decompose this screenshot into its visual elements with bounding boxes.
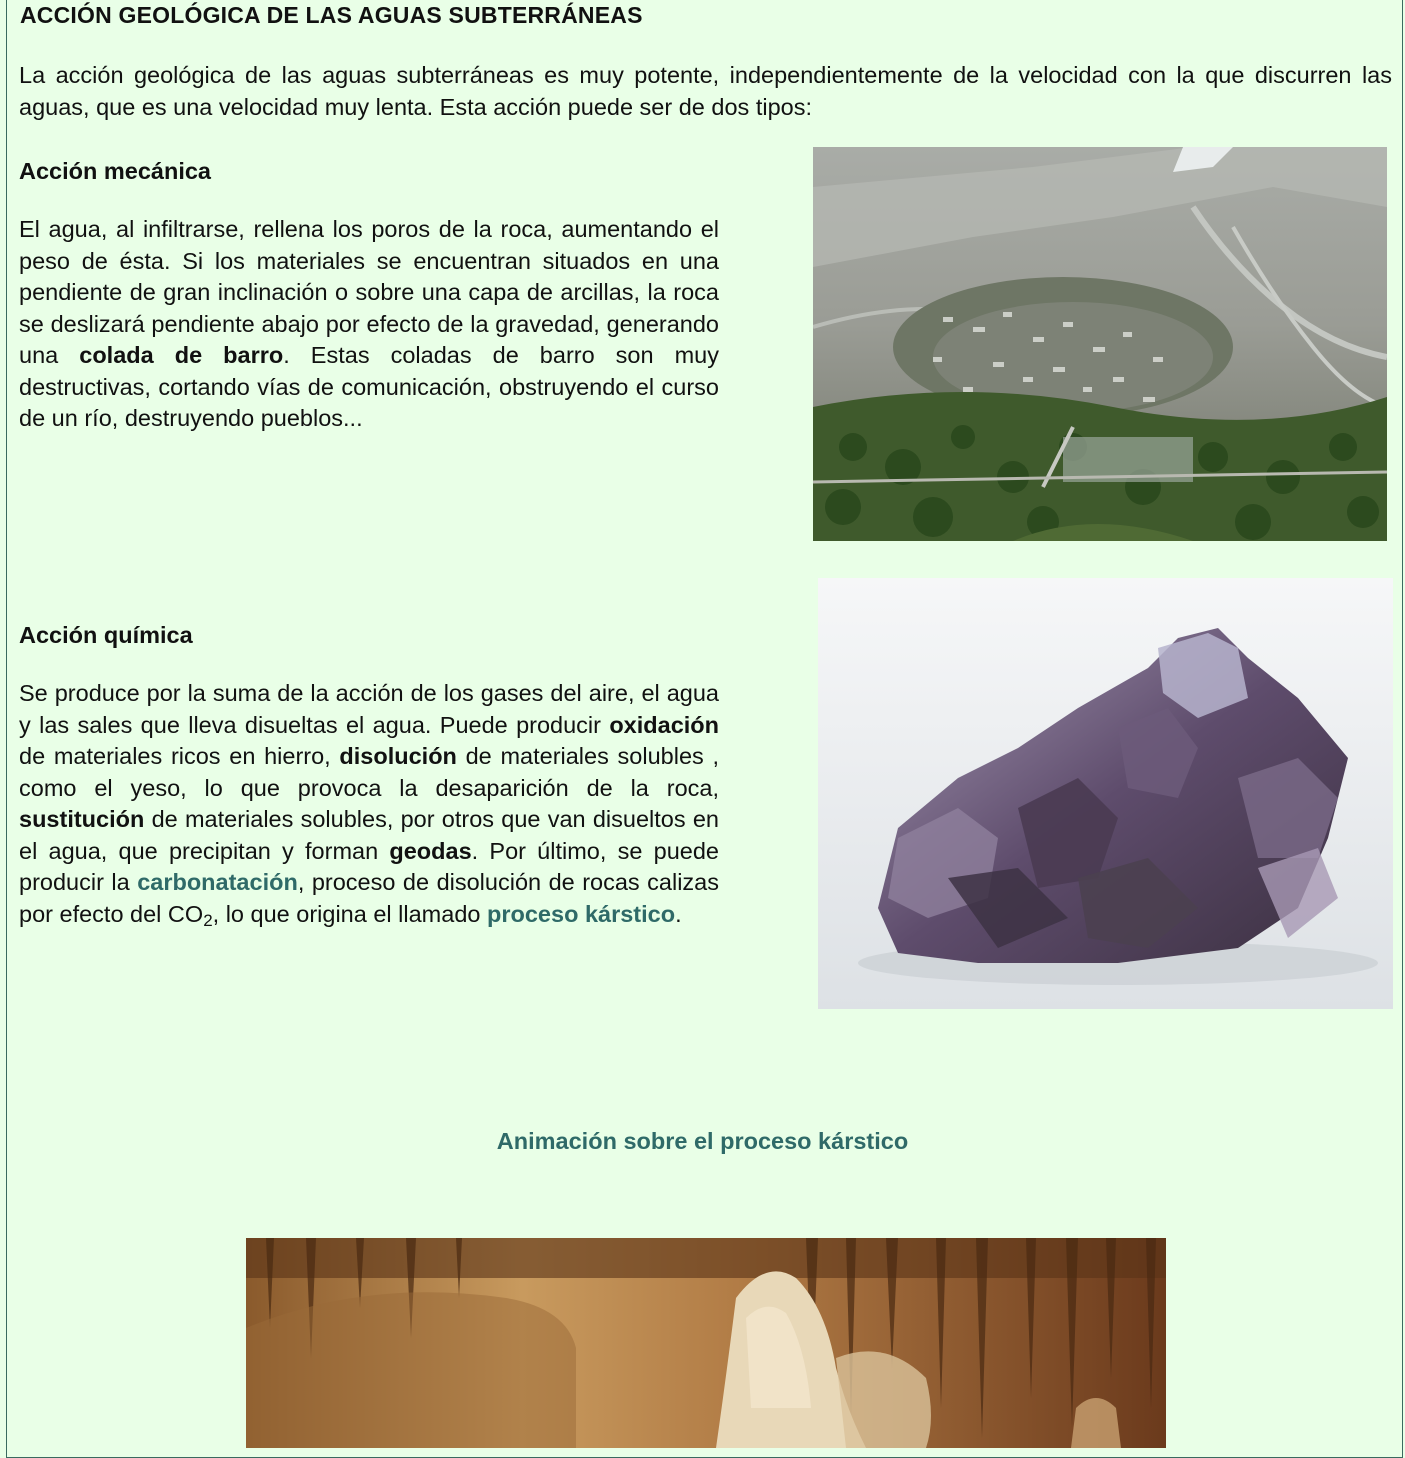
mechanical-paragraph bbox=[19, 214, 719, 435]
carbonation-link[interactable]: carbonatación bbox=[137, 869, 298, 895]
chemical-text-3: de materiales solubles , como el yeso, lo que provoca la desaparición de la roca, bbox=[19, 743, 719, 801]
chemical-text-8: . bbox=[675, 900, 682, 927]
chemical-heading: Acción química bbox=[19, 622, 193, 648]
dissolution-term: disolución bbox=[339, 743, 457, 769]
karst-process-link[interactable]: proceso kárstico bbox=[487, 900, 676, 927]
intro-paragraph: La acción geológica de las aguas subterráneas es muy potente, independientemente de la velocidad con la que discurren las aguas, que es una velocidad muy lenta. Esta acción puede ser de dos tipos: bbox=[19, 62, 1392, 120]
chemical-text-7: , lo que origina el llamado bbox=[212, 900, 487, 927]
mudflow-aerial-image bbox=[813, 147, 1387, 541]
chemical-text-1: Se produce por la suma de la acción de los gases del aire, el agua y las sales que lleva disueltas el agua. Puede producir bbox=[19, 680, 719, 738]
mechanical-text-1: El agua, al infiltrarse, rellena los poros de la roca, aumentando el peso de ésta. Si los materiales se encuentran situados en una pendiente de gran inclinación o sobre una capa de arcillas, la roca se deslizará pendiente abajo por efecto de la gravedad, generando una bbox=[19, 216, 719, 368]
page-title: ACCIÓN GEOLÓGICA DE LAS AGUAS SUBTERRÁNEAS bbox=[20, 2, 643, 28]
substitution-term: sustitución bbox=[19, 806, 145, 832]
oxidation-term: oxidación bbox=[609, 711, 719, 738]
fluorite-crystal-image bbox=[818, 578, 1393, 1009]
chemical-text-2: de materiales ricos en hierro, bbox=[19, 743, 340, 769]
mechanical-heading: Acción mecánica bbox=[19, 158, 212, 184]
chemical-text-5: . Por último, se puede producir la bbox=[19, 837, 719, 895]
chemical-paragraph bbox=[19, 678, 719, 930]
co2-subscript: 2 bbox=[203, 910, 213, 930]
karst-animation-link[interactable]: Animación sobre el proceso kárstico bbox=[496, 1128, 909, 1154]
geodes-term: geodas bbox=[389, 837, 472, 864]
chemical-text-6: , proceso de disolución de rocas calizas por efecto del CO bbox=[19, 869, 719, 927]
animation-link-wrapper bbox=[0, 1128, 1405, 1155]
cave-stalactites-image bbox=[246, 1238, 1166, 1448]
mechanical-text-2: . Estas coladas de barro son muy destructivas, cortando vías de comunicación, obstruyendo el curso de un río, destruyendo pueblos... bbox=[19, 342, 719, 431]
chemical-text-4: de materiales solubles, por otros que van disueltos en el agua, que precipitan y forman bbox=[19, 806, 719, 864]
mudflow-term: colada de barro bbox=[79, 342, 284, 368]
